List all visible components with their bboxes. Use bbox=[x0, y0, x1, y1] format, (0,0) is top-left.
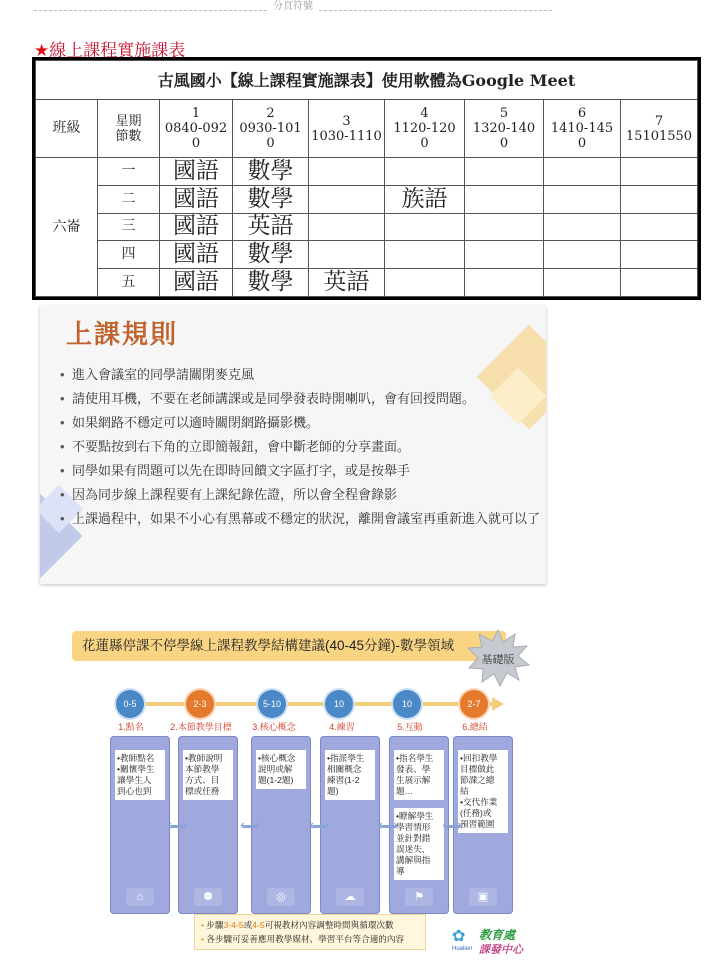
page-break-line bbox=[34, 0, 552, 11]
day-cell: 一 bbox=[98, 158, 160, 186]
step-text-line: 目標做此 bbox=[460, 764, 495, 774]
lesson-cell: 數學 bbox=[233, 241, 309, 269]
rules-title: 上課規則 bbox=[66, 319, 179, 349]
rules-list bbox=[60, 364, 540, 532]
lesson-cell bbox=[544, 158, 621, 186]
lesson-cell: 國語 bbox=[160, 241, 233, 269]
step-minutes-node: 0-5 bbox=[116, 690, 144, 718]
rule-item: • 如果網路不穩定可以適時關閉網路攝影機。 bbox=[60, 412, 540, 433]
step-text-box bbox=[256, 750, 306, 789]
lesson-cell bbox=[309, 185, 385, 213]
step-minutes-node: 10 bbox=[325, 690, 353, 718]
timeline-arrow-icon bbox=[492, 697, 504, 711]
lesson-cell bbox=[544, 269, 621, 297]
lesson-cell bbox=[385, 158, 465, 186]
step-footer-icon: ◎ bbox=[267, 888, 295, 906]
lesson-cell bbox=[544, 241, 621, 269]
step-text-box bbox=[394, 750, 444, 800]
step-text-line: 本節教學 bbox=[185, 764, 220, 774]
lesson-cell: 數學 bbox=[233, 185, 309, 213]
lesson-cell bbox=[465, 213, 544, 241]
badge bbox=[465, 628, 531, 688]
lesson-cell bbox=[621, 213, 698, 241]
day-cell: 五 bbox=[98, 269, 160, 297]
step-text-line: 相關概念 bbox=[327, 764, 362, 774]
class-column-header: 班級 bbox=[36, 100, 98, 158]
day-cell: 二 bbox=[98, 185, 160, 213]
step-text-line: 題(1-2題) bbox=[258, 775, 294, 785]
step-label: 3.核心概念 bbox=[252, 722, 296, 732]
step-footer-icon: ⚉ bbox=[194, 888, 222, 906]
diagram-notes bbox=[194, 914, 426, 950]
double-arrow-icon bbox=[442, 824, 464, 830]
step-text-line: •關懷學生 bbox=[117, 764, 155, 774]
lesson-cell bbox=[309, 213, 385, 241]
lesson-cell bbox=[385, 269, 465, 297]
lesson-cell bbox=[544, 185, 621, 213]
lesson-cell bbox=[465, 158, 544, 186]
period-header-6: 6 1410-145 0 bbox=[544, 100, 621, 158]
lesson-cell: 數學 bbox=[233, 269, 309, 297]
step-minutes-node: 2-3 bbox=[186, 690, 214, 718]
period-header-2: 2 0930-101 0 bbox=[233, 100, 309, 158]
class-name-cell: 六崙 bbox=[36, 158, 98, 297]
teaching-structure-diagram bbox=[40, 600, 660, 960]
lesson-cell bbox=[621, 185, 698, 213]
step-text-box bbox=[394, 808, 444, 880]
star-icon: ★ bbox=[34, 41, 50, 60]
period-header-7: 7 15101550 bbox=[621, 100, 698, 158]
corner-header: 星期 節數 bbox=[98, 100, 160, 158]
step-text-line: •瞭解學生 bbox=[396, 811, 434, 821]
period-header-4: 4 1120-120 0 bbox=[385, 100, 465, 158]
step-text-box bbox=[183, 750, 233, 800]
double-arrow-icon bbox=[240, 824, 262, 830]
step-text-line: 題) bbox=[327, 786, 339, 796]
lesson-cell bbox=[621, 158, 698, 186]
rule-item: • 同學如果有問題可以先在即時回饋文字區打字，或是按舉手 bbox=[60, 460, 540, 481]
rules-slide bbox=[40, 306, 546, 584]
step-minutes-node: 10 bbox=[393, 690, 421, 718]
period-header-3: 3 1030-1110 bbox=[309, 100, 385, 158]
day-cell: 四 bbox=[98, 241, 160, 269]
lesson-cell bbox=[385, 213, 465, 241]
step-text-line: 結 bbox=[460, 786, 469, 796]
lesson-cell: 國語 bbox=[160, 213, 233, 241]
double-arrow-icon bbox=[167, 824, 189, 830]
diagram-title: 花蓮縣停課不停學線上課程教學結構建議(40-45分鐘)-數學領域 bbox=[72, 631, 506, 661]
rule-item: • 上課過程中，如果不小心有黑幕或不穩定的狀況，離開會議室再重新進入就可以了 bbox=[60, 508, 540, 529]
step-text-line: 並針對錯 bbox=[396, 833, 431, 843]
step-text-box bbox=[115, 750, 165, 800]
lesson-cell: 數學 bbox=[233, 158, 309, 186]
badge-label: 基礎版 bbox=[481, 654, 515, 666]
lesson-cell: 英語 bbox=[233, 213, 309, 241]
step-minutes-node: 5-10 bbox=[258, 690, 286, 718]
step-label: 2.本節教學目標 bbox=[170, 722, 232, 732]
lesson-cell: 族語 bbox=[385, 185, 465, 213]
rule-item: • 因為同步線上課程要有上課紀錄佐證，所以會全程會錄影 bbox=[60, 484, 540, 505]
step-text-line: 到心也到 bbox=[117, 786, 152, 796]
step-text-line: •教師說明 bbox=[185, 753, 223, 763]
step-label: 6.總結 bbox=[462, 722, 488, 732]
timetable-caption: 古風國小【線上課程實施課表】使用軟體為Google Meet bbox=[36, 61, 698, 100]
step-footer-icon: ⌂ bbox=[126, 888, 154, 906]
step-column bbox=[110, 736, 170, 914]
education-office-logo bbox=[452, 924, 542, 958]
step-text-line: •核心概念 bbox=[258, 753, 296, 763]
step-text-line: 誤迷失， bbox=[396, 844, 431, 854]
rule-item: • 不要點按到右下角的立即簡報鈕，會中斷老師的分享畫面。 bbox=[60, 436, 540, 457]
step-text-line: 練習(1-2 bbox=[327, 775, 360, 785]
lesson-cell bbox=[385, 241, 465, 269]
step-footer-icon: ⚑ bbox=[405, 888, 433, 906]
step-text-line: 導 bbox=[396, 866, 405, 876]
lesson-cell bbox=[544, 213, 621, 241]
step-text-line: 讓學生人 bbox=[117, 775, 152, 785]
rule-item: • 請使用耳機，不要在老師講課或是同學發表時開喇叭，會有回授問題。 bbox=[60, 388, 540, 409]
step-text-line: •教師點名 bbox=[117, 753, 155, 763]
step-text-line: 節課之總 bbox=[460, 775, 495, 785]
lesson-cell bbox=[621, 269, 698, 297]
step-minutes-node: 2-7 bbox=[460, 690, 488, 718]
step-text-line: 講解與指 bbox=[396, 855, 431, 865]
step-footer-icon: ▣ bbox=[469, 888, 497, 906]
step-label: 1.點名 bbox=[118, 722, 144, 732]
step-text-line: 生展示解 bbox=[396, 775, 431, 785]
lesson-cell bbox=[309, 241, 385, 269]
note-line: • 各步驟可妥善應用教學媒材、學習平台等合適的內容 bbox=[201, 932, 419, 946]
period-header-5: 5 1320-140 0 bbox=[465, 100, 544, 158]
step-text-box bbox=[458, 750, 508, 833]
rule-item: • 進入會議室的同學請關閉麥克風 bbox=[60, 364, 540, 385]
lesson-cell bbox=[309, 158, 385, 186]
double-arrow-icon bbox=[309, 824, 331, 830]
step-text-box bbox=[325, 750, 375, 800]
flower-logo-icon: ✿ bbox=[452, 928, 466, 945]
step-footer-icon: ☁ bbox=[336, 888, 364, 906]
logo-line-2: 課發中心 bbox=[479, 944, 523, 956]
step-text-line: (任務)或 bbox=[460, 808, 492, 818]
period-header-1: 1 0840-092 0 bbox=[160, 100, 233, 158]
timetable-grid bbox=[35, 60, 698, 297]
day-cell: 三 bbox=[98, 213, 160, 241]
double-arrow-icon bbox=[378, 824, 400, 830]
step-label: 5.互動 bbox=[397, 722, 423, 732]
step-text-line: •回扣教學 bbox=[460, 753, 498, 763]
step-text-line: 方式、目 bbox=[185, 775, 220, 785]
lesson-cell: 國語 bbox=[160, 185, 233, 213]
lesson-cell: 國語 bbox=[160, 269, 233, 297]
note-line: • 步驟3-4-5或4-5可視教材內容調整時間與循環次數 bbox=[201, 918, 419, 932]
lesson-cell: 國語 bbox=[160, 158, 233, 186]
step-text-line: •指名學生 bbox=[396, 753, 434, 763]
page-break-label: 分頁符號 bbox=[267, 0, 319, 12]
step-text-line: 預習範圍 bbox=[460, 819, 495, 829]
timeline-bar bbox=[116, 702, 496, 706]
step-text-line: 標或任務 bbox=[185, 786, 220, 796]
step-text-line: 學習情形 bbox=[396, 822, 431, 832]
lesson-cell bbox=[465, 185, 544, 213]
lesson-cell bbox=[621, 241, 698, 269]
logo-caption: Hualien bbox=[452, 946, 473, 952]
lesson-cell bbox=[465, 241, 544, 269]
logo-line-1: 教育處 bbox=[479, 928, 516, 942]
lesson-cell: 英語 bbox=[309, 269, 385, 297]
step-text-line: 題… bbox=[396, 786, 414, 796]
section-title-text: 線上課程實施課表 bbox=[49, 41, 186, 60]
step-label: 4.練習 bbox=[329, 722, 355, 732]
lesson-cell bbox=[465, 269, 544, 297]
step-text-line: 發表、學 bbox=[396, 764, 431, 774]
step-text-line: •交代作業 bbox=[460, 797, 498, 807]
timetable bbox=[32, 57, 701, 300]
step-text-line: 說明或解 bbox=[258, 764, 293, 774]
step-text-line: •指派學生 bbox=[327, 753, 365, 763]
